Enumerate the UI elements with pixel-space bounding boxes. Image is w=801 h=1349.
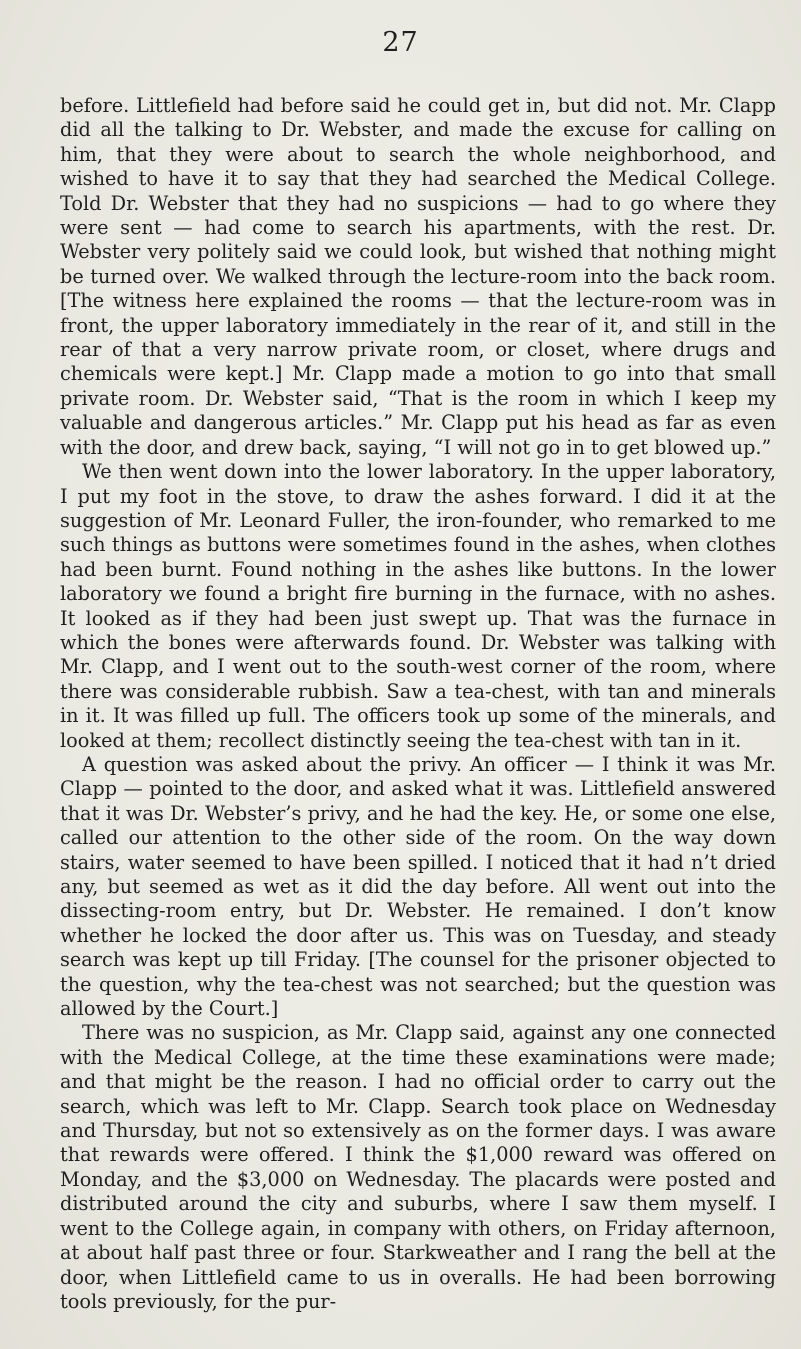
paragraph: We then went down into the lower laboratory. In the upper laboratory, I put my foot in the stove, to draw the ashes forward. I did it at the suggestion of Mr. Leonard Fuller, the iron-founder, who remarked to me such things as buttons were sometimes found in the ashes, when clothes had been burnt. Found nothing in the ashes like buttons. In the lower laboratory we found a bright fire burning in the furnace, with no ashes. It looked as if they had been just swept up. That was the furnace in which the bones were afterwards found. Dr. Webster was talking with Mr. Clapp, and I went out to the south-west corner of the room, where there was considerable rubbish. Saw a tea-chest, with tan and minerals in it. It was filled up full. The officers took up some of the minerals, and looked at them; recollect distinctly seeing the tea-chest with tan in it. xyxy=(60,460,776,752)
page-number: 27 xyxy=(382,27,419,58)
paragraph: A question was asked about the privy. An officer — I think it was Mr. Clapp — pointed to the door, and asked what it was. Littlefield answered that it was Dr. Webster’s privy, and he had the key. He, or some one else, called our attention to the other side of the room. On the way down stairs, water seemed to have been spilled. I noticed that it had n’t dried any, but seemed as wet as it did the day before. All went out into the dissecting-room entry, but Dr. Webster. He remained. I don’t know whether he locked the door after us. This was on Tuesday, and steady search was kept up till Friday. [The counsel for the prisoner objected to the question, why the tea-chest was not searched; but the question was allowed by the Court.] xyxy=(60,752,776,1021)
paragraph: before. Littlefield had before said he could get in, but did not. Mr. Clapp did all the talking to Dr. Webster, and made the excuse for calling on him, that they were about to search the whole neighborhood, and wished to have it to say that they had searched the Medical College. Told Dr. Webster that they had no suspicions — had to go where they were sent — had come to search his apartments, with the rest. Dr. Webster very politely said we could look, but wished that nothing might be turned over. We walked through the lecture-room into the back room. [The witness here explained the rooms — that the lecture-room was in front, the upper laboratory immediately in the rear of it, and still in the rear of that a very narrow private room, or closet, where drugs and chemicals were kept.] Mr. Clapp made a motion to go into that small private room. Dr. Webster said, “That is the room in which I keep my valuable and dangerous articles.” Mr. Clapp put his head as far as even with the door, and drew back, saying, “I will not go in to get blowed up.” xyxy=(60,94,776,459)
paragraph: There was no suspicion, as Mr. Clapp said, against any one connected with the Medical College, at the time these examinations were made; and that might be the reason. I had no official order to carry out the search, which was left to Mr. Clapp. Search took place on Wednesday and Thursday, but not so extensively as on the former days. I was aware that rewards were offered. I think the $1,000 reward was offered on Monday, and the $3,000 on Wednesday. The placards were posted and distributed around the city and suburbs, where I saw them myself. I went to the College again, in company with others, on Friday afternoon, at about half past three or four. Starkweather and I rang the bell at the door, when Littlefield came to us in overalls. He had been borrowing tools previously, for the pur- xyxy=(60,1021,776,1313)
body-text xyxy=(60,94,776,1314)
